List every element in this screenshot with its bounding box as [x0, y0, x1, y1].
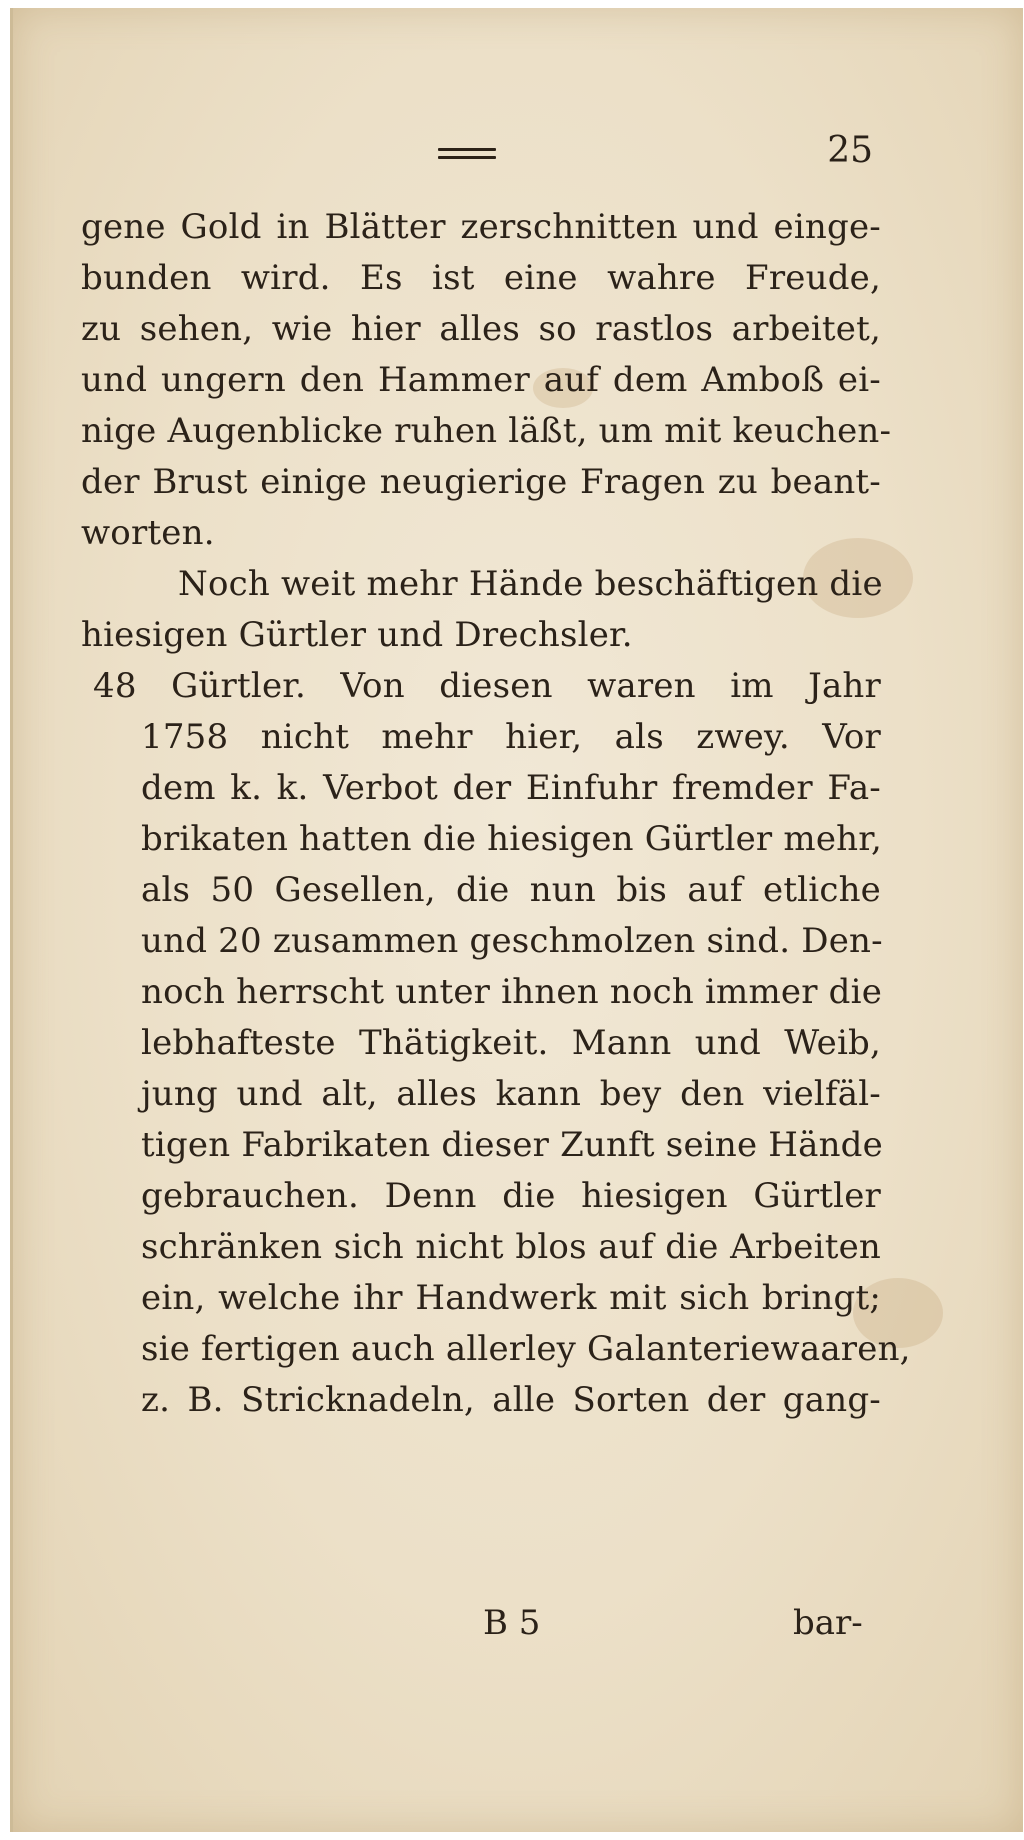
text-line: und ungern den Hammer auf dem Amboß ei-: [81, 360, 881, 400]
text-line: und 20 zusammen geschmolzen sind. Den-: [141, 921, 883, 961]
text-line: schränken sich nicht blos auf die Arbeiten: [141, 1227, 881, 1267]
text-line: als 50 Gesellen, die nun bis auf etliche: [141, 870, 881, 910]
page-footer: [13, 1603, 1023, 1663]
page-number: 25: [827, 130, 873, 171]
section-heading-line: 48 Gürtler. Von diesen waren im Jahr: [93, 666, 881, 706]
text-line: dem k. k. Verbot der Einfuhr fremder Fa-: [141, 768, 881, 808]
text-line: 1758 nicht mehr hier, als zwey. Vor: [141, 717, 881, 757]
book-page: [10, 8, 1023, 1832]
text-line: brikaten hatten die hiesigen Gürtler mehr,: [141, 819, 882, 859]
text-line: bunden wird. Es ist eine wahre Freude,: [81, 258, 881, 298]
page-header: [13, 126, 1023, 176]
text-line: jung und alt, alles kann bey den vielfäl-: [141, 1074, 881, 1114]
text-line: Noch weit mehr Hände beschäftigen die: [178, 564, 883, 604]
text-line: tigen Fabrikaten dieser Zunft seine Hände: [141, 1125, 883, 1165]
text-line: lebhafteste Thätigkeit. Mann und Weib,: [141, 1023, 881, 1063]
text-line: noch herrscht unter ihnen noch immer die: [141, 972, 883, 1012]
text-line: nige Augenblicke ruhen läßt, um mit keuchen-: [81, 411, 892, 451]
text-line: der Brust einige neugierige Fragen zu beant-: [81, 462, 881, 502]
text-line: zu sehen, wie hier alles so rastlos arbeitet,: [81, 309, 881, 349]
text-line: sie fertigen auch allerley Galanteriewaaren,: [141, 1329, 911, 1369]
text-line: worten.: [81, 513, 215, 553]
text-line: ein, welche ihr Handwerk mit sich bringt;: [141, 1278, 881, 1318]
text-line: z. B. Stricknadeln, alle Sorten der gang-: [141, 1380, 881, 1420]
catchword: bar-: [793, 1603, 863, 1643]
signature-mark: B 5: [483, 1603, 541, 1643]
text-line: gebrauchen. Denn die hiesigen Gürtler: [141, 1176, 881, 1216]
text-line: hiesigen Gürtler und Drechsler.: [81, 615, 633, 655]
header-rule: [438, 148, 496, 160]
text-line: gene Gold in Blätter zerschnitten und einge-: [81, 207, 881, 247]
